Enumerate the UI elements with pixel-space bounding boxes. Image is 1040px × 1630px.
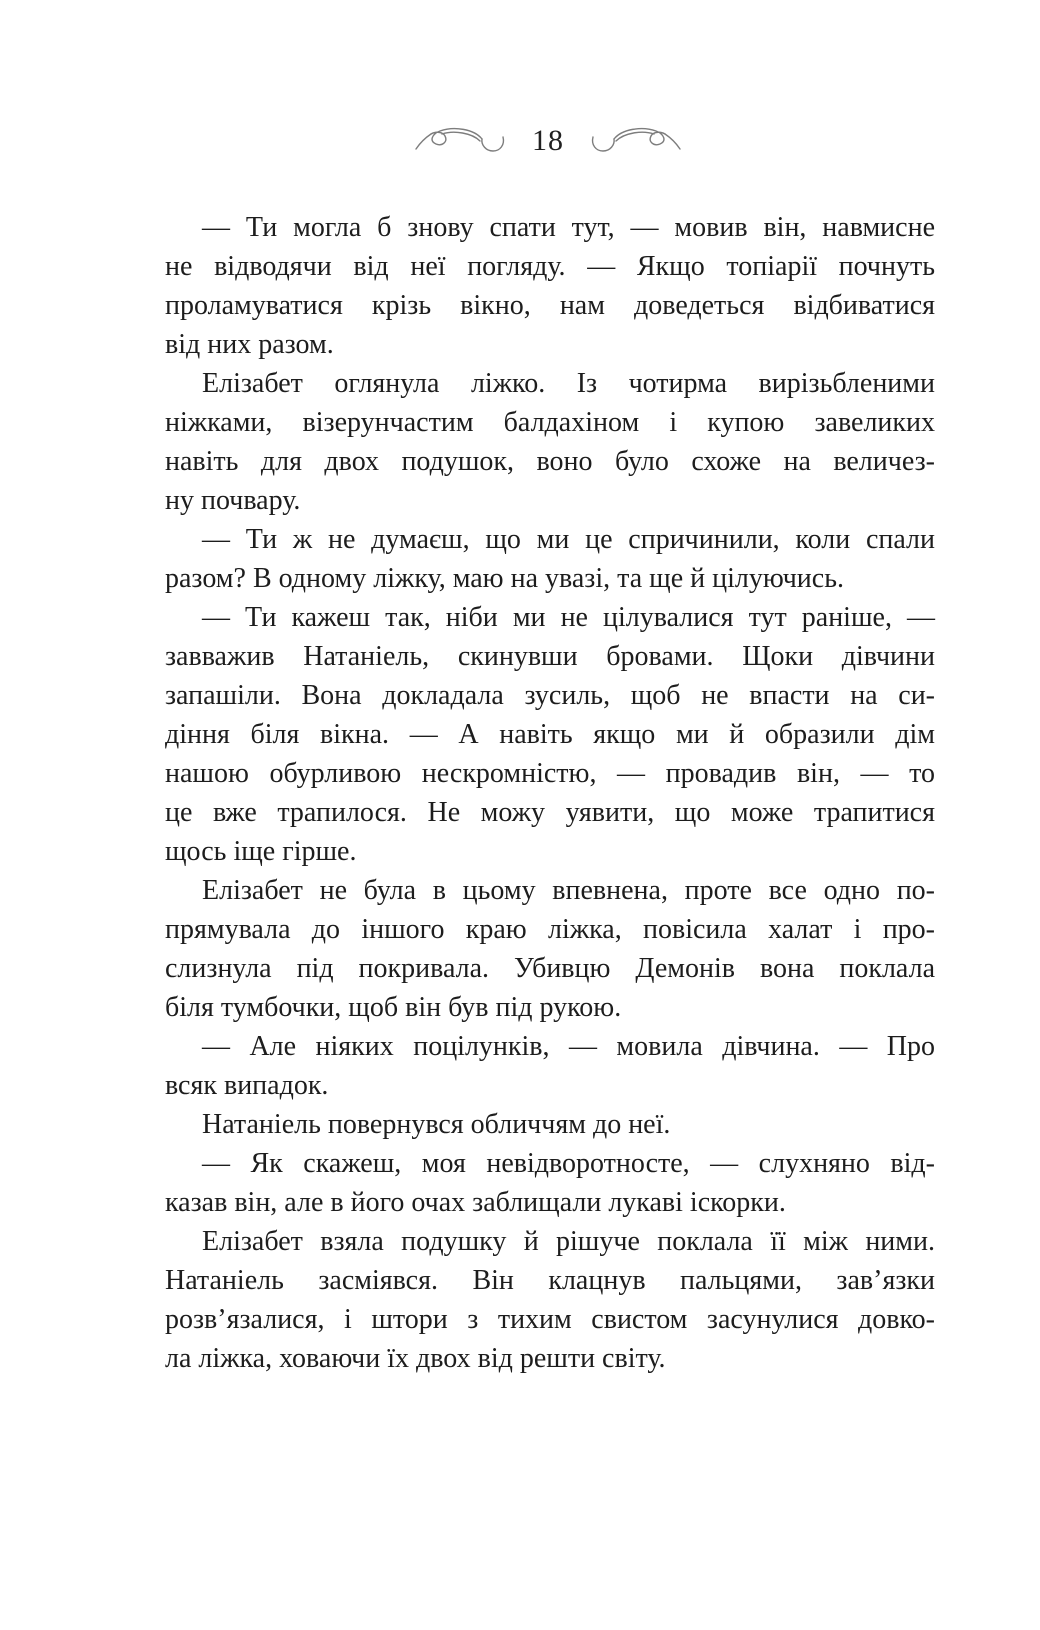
text-line: казав він, але в його очах заблищали лукаві іскорки. bbox=[165, 1187, 786, 1218]
text-line: запашіли. Вона докладала зусиль, щоб не впасти на си- bbox=[165, 680, 935, 711]
paragraph bbox=[165, 1222, 935, 1378]
text-line: проламуватися крізь вікно, нам доведеться відбиватися bbox=[165, 290, 935, 321]
text-line: — Ти кажеш так, ніби ми не цілувалися тут раніше, — bbox=[202, 602, 935, 633]
text-line: ну почвару. bbox=[165, 485, 301, 516]
paragraph bbox=[165, 871, 935, 1027]
text-line: ла ліжка, ховаючи їх двох від решти світу. bbox=[165, 1343, 666, 1374]
page-header bbox=[56, 120, 1040, 162]
text-line: від них разом. bbox=[165, 329, 334, 360]
paragraph bbox=[165, 520, 935, 598]
text-line: ніжками, візерунчастим балдахіном і купою завеликих bbox=[165, 407, 935, 438]
paragraph bbox=[165, 598, 935, 871]
text-block bbox=[165, 208, 935, 1378]
text-line: біля тумбочки, щоб він був під рукою. bbox=[165, 992, 622, 1023]
text-line: щось іще гірше. bbox=[165, 836, 357, 867]
page-number: 18 bbox=[532, 124, 564, 157]
text-line: разом? В одному ліжку, маю на увазі, та ще й цілуючись. bbox=[165, 563, 844, 594]
text-line: нашою обурливою нескромністю, — провадив він, — то bbox=[165, 758, 935, 789]
text-line: прямувала до іншого краю ліжка, повісила халат і про- bbox=[165, 914, 935, 945]
flourish-right-icon bbox=[590, 124, 682, 158]
text-line: — Як скажеш, моя невідворотносте, — слухняно від- bbox=[202, 1148, 935, 1179]
text-line: — Ти могла б знову спати тут, — мовив він, навмисне bbox=[202, 212, 935, 243]
text-line: діння біля вікна. — А навіть якщо ми й образили дім bbox=[165, 719, 935, 750]
paragraph bbox=[165, 1105, 935, 1144]
text-line: не відводячи від неї погляду. — Якщо топіарії почнуть bbox=[165, 251, 935, 282]
text-line: Натаніель повернувся обличчям до неї. bbox=[202, 1109, 671, 1140]
flourish-left-icon bbox=[414, 124, 506, 158]
paragraph bbox=[165, 208, 935, 364]
text-line: — Але ніяких поцілунків, — мовила дівчина. — Про bbox=[202, 1031, 935, 1062]
text-line: всяк випадок. bbox=[165, 1070, 329, 1101]
text-line: Елізабет взяла подушку й рішуче поклала її між ними. bbox=[202, 1226, 935, 1257]
paragraph bbox=[165, 364, 935, 520]
text-line: слизнула під покривала. Убивцю Демонів вона поклала bbox=[165, 953, 935, 984]
text-line: Натаніель засміявся. Він клацнув пальцями, зав’язки bbox=[165, 1265, 935, 1296]
paragraph bbox=[165, 1027, 935, 1105]
text-line: Елізабет не була в цьому впевнена, проте все одно по- bbox=[202, 875, 935, 906]
text-line: розв’язалися, і штори з тихим свистом засунулися довко- bbox=[165, 1304, 935, 1335]
text-line: — Ти ж не думаєш, що ми це спричинили, коли спали bbox=[202, 524, 935, 555]
text-line: завважив Натаніель, скинувши бровами. Щоки дівчини bbox=[165, 641, 935, 672]
paragraph bbox=[165, 1144, 935, 1222]
text-line: навіть для двох подушок, воно було схоже на величез- bbox=[165, 446, 935, 477]
text-line: Елізабет оглянула ліжко. Із чотирма вирізьбленими bbox=[202, 368, 935, 399]
text-line: це вже трапилося. Не можу уявити, що може трапитися bbox=[165, 797, 935, 828]
